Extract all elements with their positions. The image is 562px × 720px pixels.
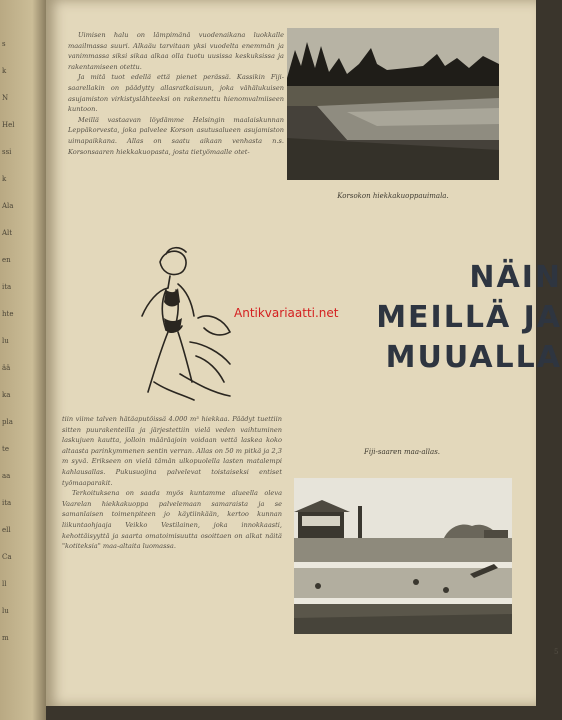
headline bbox=[372, 258, 562, 378]
top-photo-caption: Korsokon hiekkakuoppauimala. bbox=[337, 192, 449, 200]
previous-page-text-fragment: te bbox=[2, 445, 9, 453]
headline-line: MEILLÄ JA bbox=[376, 300, 562, 335]
previous-page-text-fragment: N bbox=[2, 94, 9, 102]
previous-page-text-fragment: ell bbox=[2, 526, 11, 534]
previous-page-text-fragment: Ca bbox=[2, 553, 12, 561]
previous-page-text-fragment: hte bbox=[2, 310, 14, 318]
article-paragraph: tiin viime talven hätäaputöissä 4.000 m³ hiekkaa. Päädyt tuettiin sitten puurakenteilla ja järjestettiin vielä veden vaihtuminen laskujuen kautta, jolloin määräajoin voidaan vettä laskea koko altaasta parinkymmenen sentin verran. Allas on 50 m pitkä ja 2,3 m syvä. Erikseen on vielä tämän ulkopuolella lasten matalempi kahlausallas. Pukusuojina palvelevat toistaiseksi entiset työmaaparakit. bbox=[62, 415, 282, 487]
pond-photo-image bbox=[287, 28, 499, 180]
swimmer-illustration bbox=[120, 232, 240, 402]
article-paragraph: Uimisen halu on lämpimänä vuodenaikana luokkalle maailmassa suuri. Alkaäu tarvitaan yksi vuodelta enemmän ja vanimmassa siksi sikaa alkaa olla tuotu uusissa keskuksissa ja rakentamiseen otettu. bbox=[68, 31, 284, 71]
article-column-2 bbox=[62, 414, 282, 552]
previous-page-text-fragment: ka bbox=[2, 391, 11, 399]
previous-page-text-fragment: ää bbox=[2, 364, 11, 372]
headline-line: MUUALLA bbox=[385, 340, 562, 375]
previous-page-text-fragment: k bbox=[2, 175, 7, 183]
previous-page-text-fragment: m bbox=[2, 634, 9, 642]
article-column-1 bbox=[68, 30, 284, 157]
page-number: 5 bbox=[554, 648, 559, 656]
pool-photo bbox=[294, 478, 512, 634]
previous-page-text-fragment: Alt bbox=[2, 229, 13, 237]
article-paragraph: Terkoituksena on saada myös kuntamme alueella oleva Vaarelan hiekkakuoppa palvelemaan samaraista ja se samanlaisen toimenpiteen jo käytiinkään, kertoo kunnan liikuntaohjaaja Veikko Vestilainen, joka innokkaasti, kehottäisyyttä ja saarta omatoimisuutta osoittaen on alkat näitä "kotiteksia" maa-altaita luomassa. bbox=[62, 489, 282, 551]
pool-photo-image bbox=[294, 478, 512, 634]
article-paragraph: Ja mitä tuot edellä että pienet perässä. Kassikin Fiji-saarellakin on päädytty allasratkaisuun, joka vähälukuisen asujamiston virkistyslähteeksi on rakennettu hienomvalmiiseen kuntoon. bbox=[68, 73, 284, 114]
magazine-page bbox=[46, 0, 562, 706]
bottom-photo-caption: Fiji-saaren maa-allas. bbox=[363, 448, 441, 456]
pond-photo bbox=[287, 28, 499, 180]
previous-page-text-fragment: k bbox=[2, 67, 7, 75]
previous-page-text-fragment: Hel bbox=[2, 121, 15, 129]
previous-page-edge bbox=[0, 0, 46, 720]
watermark: Antikvariaatti.net bbox=[234, 306, 339, 320]
previous-page-text-fragment: en bbox=[2, 256, 11, 264]
previous-page-text-fragment: lu bbox=[2, 607, 9, 615]
previous-page-text-fragment: ita bbox=[2, 499, 12, 507]
previous-page-text-fragment: s bbox=[2, 40, 6, 48]
previous-page-text-fragment: Ala bbox=[2, 202, 14, 210]
previous-page-text-fragment: aa bbox=[2, 472, 11, 480]
previous-page-text-fragment: ita bbox=[2, 283, 12, 291]
headline-line: NÄIN bbox=[469, 260, 562, 295]
article-paragraph: Meillä vastaavan löydämme Helsingin maalaiskunnan Leppäkorvesta, joka palvelee Korson asutusalueen asujamiston uimapaikkana. Allas on saatu aikaan venhasta n.s. Korsonsaaren hiekkakuopasta, josta tietyömaalle otet- bbox=[68, 115, 284, 156]
previous-page-text-fragment: lu bbox=[2, 337, 9, 345]
previous-page-text-fragment: ll bbox=[2, 580, 7, 588]
previous-page-text-fragment: pla bbox=[2, 418, 13, 426]
previous-page-text-fragment: ssi bbox=[2, 148, 12, 156]
